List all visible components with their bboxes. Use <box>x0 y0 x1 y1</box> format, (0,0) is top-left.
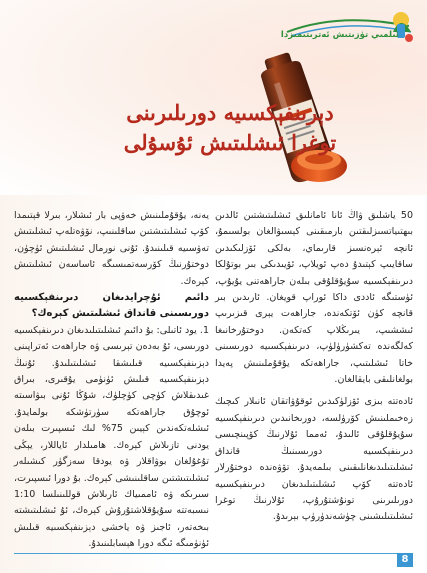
right-column-paragraph-2: ئادەتتە بىزى ئۆزلۈكىدىن ئوقۇۋاتقان ئانىلار كىچىك زەخىملىنىش كۆرۈلسە، دورىخانىدىن دىرىنفېكسىيە سۇيۇقلۇقى ئالىدۇ، ئەمما ئۇلارنىڭ كۆپىنچىسى دىرىنفېكسىيە دورىسىنىڭ قانداق ئىشلىتىلىدىغانلىقىنى بىلمەيدۇ. تۆۋەندە دوختۇرلار ئادەتتە كۆپ ئىشلىتىلىدىغان دىرىنفېكسىيە دورىلىرىنى تونۇشتۇرۇپ، ئۇلارنىڭ توغرا ئىشلىتىلىشىنى چۈشەندۈرۈپ بېرىدۇ. <box>215 396 413 523</box>
left-column-paragraph-2: 1. يود ئاتىلى: بۇ دائىم ئىشلىتىلىدىغان دىرىنفېكسىيە دورىسى، ئۇ بەدەن تېرىسى ۋە جاراھەت ئەتراپىنى دېزىنفېكسىيە قىلىشقا ئىشلىتىلىدۇ. ئۇنىڭ دېزىنفېكسىيە قىلىش ئۈنۈمى يۇقىرى، بىراق غىدىقلاش كۈچى كۈچلۈك، شۇڭا ئۇنى بىۋاسىتە ئوچۇق جاراھەتكە سۈرتۈشكە بولمايدۇ. ئىشلەتكەندىن كېيىن 75% لىك ئىسپىرت بىلەن يودنى تازىلاش كېرەك. ھامىلدار ئاياللار، يېڭى تۇغۇلغان بوۋاقلار ۋە يودقا سەزگۈر كىشىلەر ئىشلىتىشتىن ساقلىنىشى كېرەك. بۇ دورا ئىسپىرت، سىرىكە ۋە ئاممىياك ئارىلاش قوللىنىلسا 1:10 نىسبەتتە سۇيۇقلاشتۇرۇش كېرەك، ئۇ ئىشلىتىشتە بىخەتەر، ئاجىز ۋە ياخشى دېزىنفېكسىيە قىلىش ئۈنۈمىگە ئىگە دورا ھېسابلىنىدۇ. <box>14 324 210 550</box>
page-footer <box>0 547 427 573</box>
article-title-line-1: دېرىنفېكسىيە دورىلىرىنى <box>126 100 334 125</box>
right-column-paragraph-1: 50 ياشلىق ۋاڭ ئانا ئامانلىق ئىشلىتىشتىن ئالدىن بىھتىياتسىزلىقتىن بارمىقىنى كېسىۋالغان بولسىمۇ، ئانچە ئېرەنسىز قارىماي، بەلكى ئۆزلىكىدىن ساقايىپ كېتىدۇ دەپ ئويلاپ، ئۆيىدىكى بىر بوتۇلكا دىرىنفېكسىيە سۇيۇقلۇقى بىلەن جاراھەتنى يۇيۇپ، ئۈستىگە ئاددى داكا ئوراپ قويغان. ئارىدىن بىر قانچە كۈن ئۆتكەندە، جاراھەت يېرى قىزىرىپ ئىششىپ، يىرىڭلاپ كەتكەن. دوختۇرخانىغا كەلگەندە تەكشۈرۈلۈپ، دىرىنفېكسىيە دورىسىنى خاتا ئىشلىتىپ، جاراھەتكە يۇقۇملىنىش پەيدا بولغانلىقى بايقالغان. <box>215 210 413 386</box>
page-number-badge: 8 <box>397 553 413 567</box>
left-column-paragraph-1: يەنە، يۇقۇملىنىش خەۋپى بار ئىشلار، بىرلا قېتىمدا كۆپ ئىشلىتىشتىن ساقلىنىپ، نۆۋەتلەپ ئىشلىتىش تەۋسىيە قىلىنىدۇ. ئۇنى نورمال ئىشلىتىش ئۈچۈن، دوختۇرنىڭ كۆرسەتمىسىگە ئاساسەن ئىشلىتىش كېرەك. <box>14 210 209 287</box>
logo-text: ئىلمىي تۈزىتىش ئەترىتىمىزدا <box>280 30 399 40</box>
right-text-column <box>215 208 413 526</box>
article-title <box>110 98 350 158</box>
section-subheading: دائىم ئۇچرايدىغان دىرىنفېكسىيە دورىسىنى قانداق ئىشلىتىش كېرەك؟ <box>14 292 209 320</box>
left-text-column <box>14 208 209 553</box>
footer-divider <box>14 553 413 554</box>
article-title-line-2: توغرا ئىشلىتىش ئۇسۇلى <box>123 130 337 155</box>
